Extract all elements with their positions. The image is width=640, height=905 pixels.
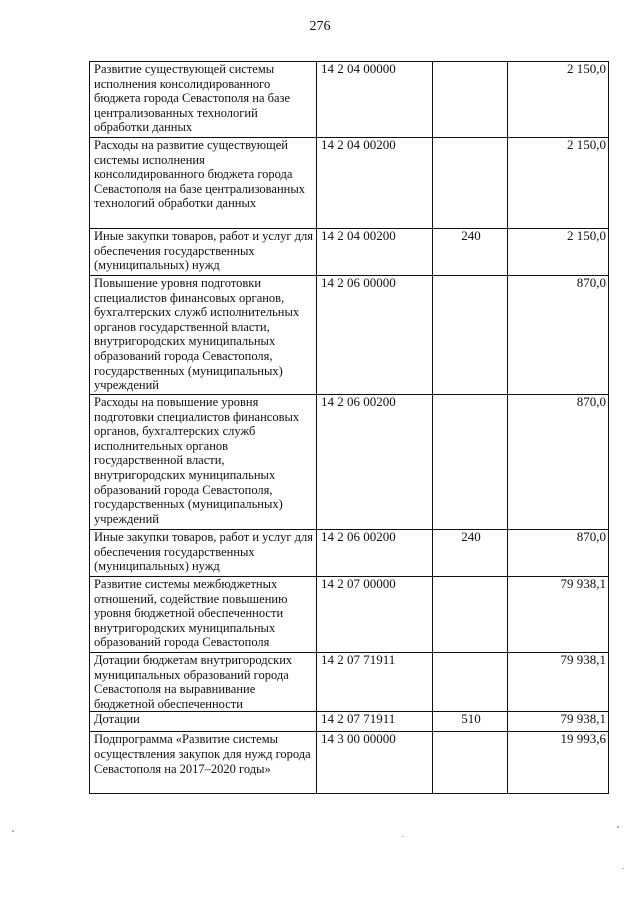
- row-amount: 79 938,1: [508, 712, 609, 732]
- row-code: 14 2 06 00000: [317, 276, 433, 395]
- row-type: [433, 577, 508, 653]
- table-row: [90, 395, 609, 530]
- row-amount: 79 938,1: [508, 577, 609, 653]
- row-type: [433, 653, 508, 712]
- row-type: [433, 395, 508, 530]
- table-row: [90, 138, 609, 229]
- row-code: 14 3 00 00000: [317, 732, 433, 794]
- row-name: Дотации бюджетам внутригородских муниципальных образований города Севастополя на выравнивание бюджетной обеспеченности: [90, 653, 317, 712]
- row-amount: 79 938,1: [508, 653, 609, 712]
- table-row: [90, 712, 609, 732]
- row-code: 14 2 06 00200: [317, 395, 433, 530]
- row-amount: 19 993,6: [508, 732, 609, 794]
- scan-speck: [402, 836, 404, 837]
- budget-table: [89, 61, 609, 794]
- row-amount: 870,0: [508, 276, 609, 395]
- table-row: [90, 653, 609, 712]
- row-type: [433, 276, 508, 395]
- row-name: Развитие существующей системы исполнения консолидированного бюджета города Севастополя на базе централизованных технологий обработки данных: [90, 62, 317, 138]
- table-row: [90, 530, 609, 577]
- row-name: Дотации: [90, 712, 317, 732]
- row-code: 14 2 04 00200: [317, 138, 433, 229]
- scan-speck: [622, 868, 624, 869]
- row-code: 14 2 07 71911: [317, 653, 433, 712]
- row-code: 14 2 04 00200: [317, 229, 433, 276]
- row-amount: 870,0: [508, 530, 609, 577]
- row-type: [433, 732, 508, 794]
- row-type: 240: [433, 530, 508, 577]
- row-name: Развитие системы межбюджетных отношений, содействие повышению уровня бюджетной обеспеченности внутригородских муниципальных образований города Севастополя: [90, 577, 317, 653]
- table-row: [90, 732, 609, 794]
- row-amount: 2 150,0: [508, 62, 609, 138]
- scan-speck: [617, 826, 619, 828]
- row-type: 240: [433, 229, 508, 276]
- table-row: [90, 62, 609, 138]
- row-amount: 870,0: [508, 395, 609, 530]
- row-code: 14 2 06 00200: [317, 530, 433, 577]
- row-amount: 2 150,0: [508, 138, 609, 229]
- page-number: 276: [309, 19, 331, 34]
- row-name: Повышение уровня подготовки специалистов финансовых органов, бухгалтерских служб исполнительных органов государственной власти, внутригородских муниципальных образований города Севастополя, государственных (муниципальных) учреждений: [90, 276, 317, 395]
- row-amount: 2 150,0: [508, 229, 609, 276]
- row-name: Иные закупки товаров, работ и услуг для обеспечения государственных (муниципальных) нужд: [90, 530, 317, 577]
- row-name: Иные закупки товаров, работ и услуг для обеспечения государственных (муниципальных) нужд: [90, 229, 317, 276]
- row-name: Расходы на развитие существующей системы исполнения консолидированного бюджета города Севастополя на базе централизованных технологий обработки данных: [90, 138, 317, 229]
- table-row: [90, 276, 609, 395]
- row-type: [433, 62, 508, 138]
- table-row: [90, 577, 609, 653]
- table-row: [90, 229, 609, 276]
- row-type: [433, 138, 508, 229]
- row-code: 14 2 07 00000: [317, 577, 433, 653]
- row-name: Подпрограмма «Развитие системы осуществления закупок для нужд города Севастополя на 2017–2020 годы»: [90, 732, 317, 794]
- scan-speck: [12, 830, 14, 832]
- row-name: Расходы на повышение уровня подготовки специалистов финансовых органов, бухгалтерских служб исполнительных органов государственной власти, внутригородских муниципальных образований города Севастополя, государственных (муниципальных) учреждений: [90, 395, 317, 530]
- row-code: 14 2 07 71911: [317, 712, 433, 732]
- row-code: 14 2 04 00000: [317, 62, 433, 138]
- row-type: 510: [433, 712, 508, 732]
